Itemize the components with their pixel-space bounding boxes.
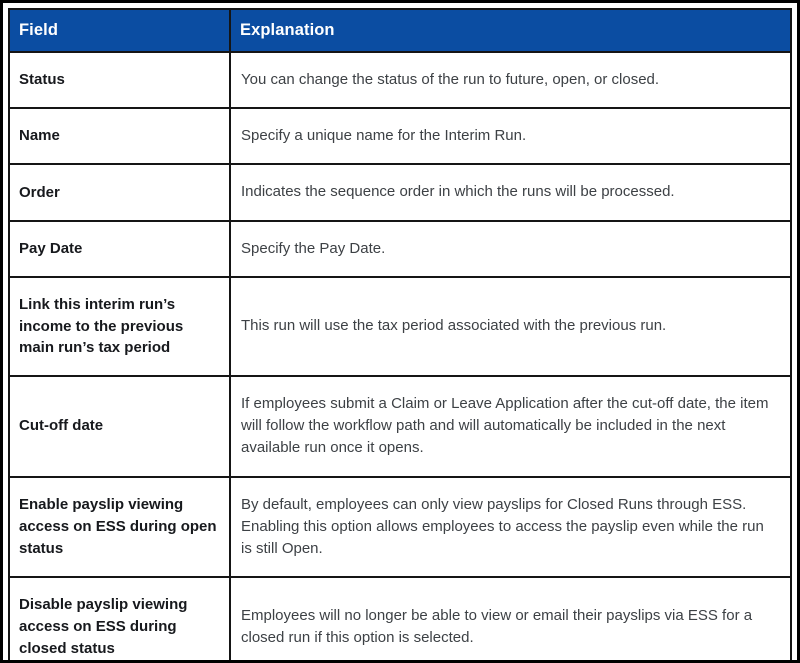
field-explanation-table	[8, 8, 792, 663]
explanation-cell: Specify a unique name for the Interim Run.	[230, 108, 791, 164]
header-row	[9, 9, 791, 52]
table-row	[9, 376, 791, 477]
field-cell: Disable payslip viewing access on ESS during closed status	[9, 577, 230, 663]
column-header-explanation: Explanation	[230, 9, 791, 52]
table-row	[9, 477, 791, 578]
field-cell: Link this interim run’s income to the previous main run’s tax period	[9, 277, 230, 376]
field-cell: Enable payslip viewing access on ESS during open status	[9, 477, 230, 578]
explanation-cell: By default, employees can only view payslips for Closed Runs through ESS. Enabling this option allows employees to access the payslip even while the run is still Open.	[230, 477, 791, 578]
table-row	[9, 577, 791, 663]
column-header-field: Field	[9, 9, 230, 52]
explanation-cell: Indicates the sequence order in which the runs will be processed.	[230, 164, 791, 220]
explanation-cell: Specify the Pay Date.	[230, 221, 791, 277]
explanation-cell: You can change the status of the run to future, open, or closed.	[230, 52, 791, 108]
field-cell: Name	[9, 108, 230, 164]
table-row	[9, 52, 791, 108]
table-row	[9, 221, 791, 277]
table-row	[9, 277, 791, 376]
explanation-cell: Employees will no longer be able to view or email their payslips via ESS for a closed run if this option is selected.	[230, 577, 791, 663]
field-cell: Order	[9, 164, 230, 220]
field-cell: Pay Date	[9, 221, 230, 277]
table-row	[9, 108, 791, 164]
explanation-cell: If employees submit a Claim or Leave Application after the cut-off date, the item will follow the workflow path and will automatically be included in the next available run once it opens.	[230, 376, 791, 477]
table-header	[9, 9, 791, 52]
table-body	[9, 52, 791, 663]
field-cell: Status	[9, 52, 230, 108]
field-cell: Cut-off date	[9, 376, 230, 477]
explanation-cell: This run will use the tax period associated with the previous run.	[230, 277, 791, 376]
table-row	[9, 164, 791, 220]
